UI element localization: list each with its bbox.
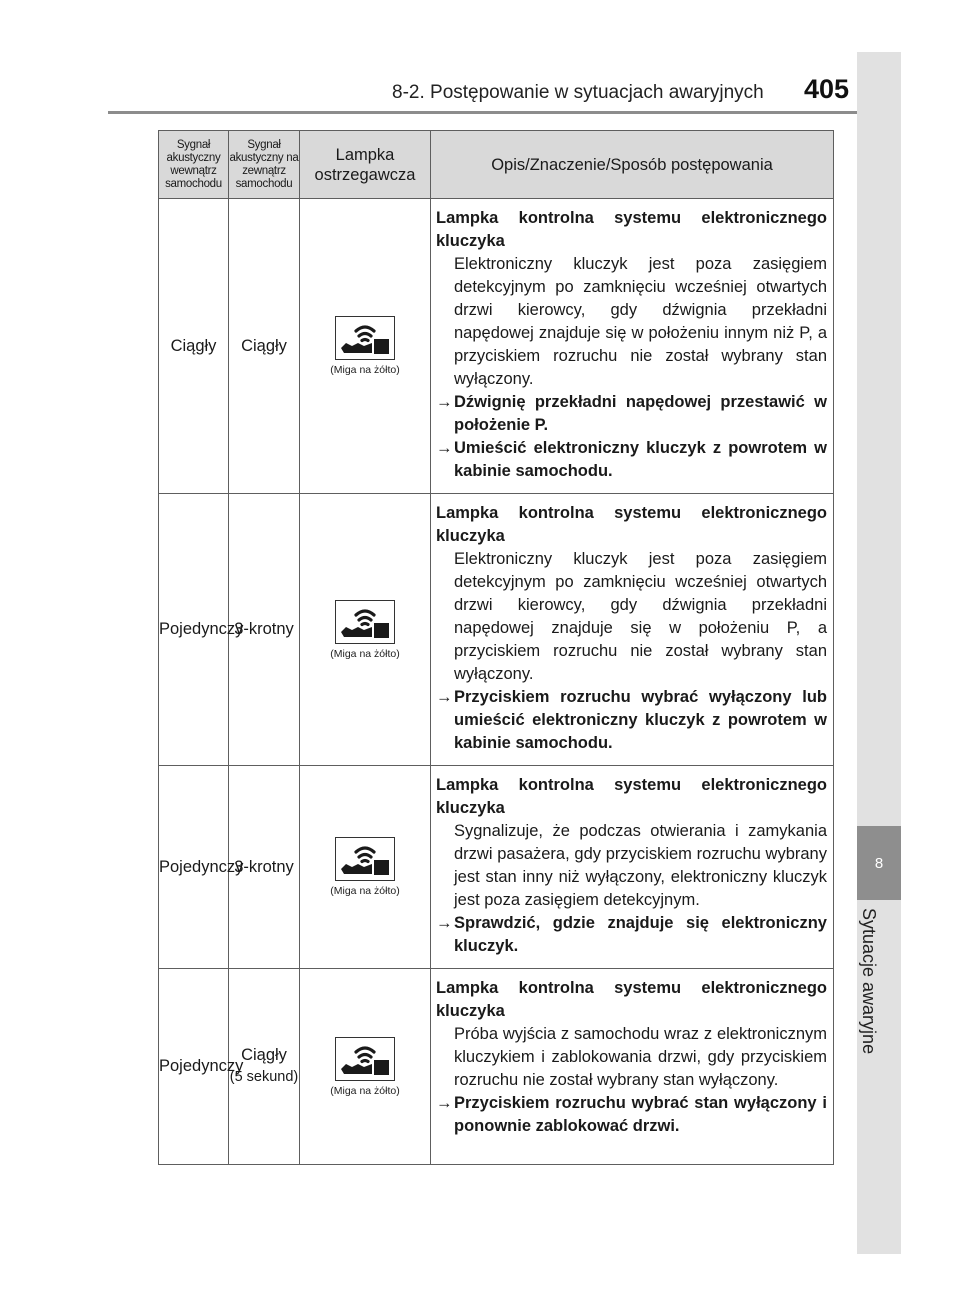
inside-buzzer-cell: Ciągły (159, 199, 229, 494)
outside-buzzer-cell (229, 199, 300, 494)
chapter-title: Sytuacje awaryjne (859, 908, 879, 1055)
section-title: 8-2. Postępowanie w sytuacjach awaryjnych (392, 82, 764, 103)
description-cell (431, 766, 834, 969)
smart-key-indicator-icon (335, 600, 395, 644)
inside-buzzer-cell: Pojedynczy (159, 494, 229, 766)
description-title: Lampka kontrolna systemu elektronicznego kluczyka (436, 776, 827, 817)
lamp-caption: (Miga na żółto) (330, 647, 400, 660)
smart-key-indicator-icon (335, 837, 395, 881)
page-number: 405 (804, 74, 850, 104)
outside-buzzer-value: Ciągły (241, 1046, 287, 1064)
action-item (436, 437, 827, 483)
action-text: Dźwignię przekładni napędowej przestawić w położenie P. (454, 393, 827, 434)
table-row (159, 969, 834, 1165)
arrow-icon: → (436, 1094, 453, 1112)
action-item (436, 391, 827, 437)
description-body: Próba wyjścia z samochodu wraz z elektronicznym kluczykiem i zablokowania drzwi, gdy przyciskiem rozruchu nie został wybrany stan wyłączony. (454, 1025, 827, 1089)
warning-light-cell (300, 494, 431, 766)
table-row (159, 199, 834, 494)
lamp-caption: (Miga na żółto) (330, 885, 400, 897)
outside-buzzer-value: Ciągły (241, 336, 287, 355)
outside-buzzer-cell (229, 494, 300, 766)
action-text: Przyciskiem rozruchu wybrać wyłączony lub umieścić elektroniczny kluczyk z powrotem w kabinie samochodu. (454, 688, 827, 752)
description-cell (431, 199, 834, 494)
outside-buzzer-note: (5 sekund) (229, 1069, 299, 1085)
outside-buzzer-value: 3-krotny (234, 857, 294, 876)
warning-light-cell (300, 969, 431, 1165)
action-text: Przyciskiem rozruchu wybrać stan wyłączony i ponownie zablokować drzwi. (454, 1094, 827, 1135)
inside-buzzer-cell: Pojedynczy (159, 766, 229, 969)
action-text: Sprawdzić, gdzie znajduje się elektroniczny kluczyk. (454, 914, 827, 955)
smart-key-indicator-icon (335, 1037, 395, 1081)
inside-buzzer-cell: Pojedynczy (159, 969, 229, 1165)
description-body: Sygnalizuje, że podczas otwierania i zamykania drzwi pasażera, gdy przyciskiem rozruchu wybrany jest stan inny niż wyłączony, elektroniczny kluczyk jest poza zasięgiem detekcyjnym. (454, 822, 827, 909)
chapter-side-tab (857, 52, 901, 1254)
arrow-icon: → (436, 688, 453, 706)
table-header-row (159, 131, 834, 199)
warning-table (158, 130, 834, 1165)
chapter-number-badge: 8 (857, 826, 901, 900)
smart-key-indicator-icon (335, 316, 395, 360)
description-cell (431, 969, 834, 1165)
header-warning-light: Lampka ostrzegawcza (300, 131, 431, 199)
header-inside-buzzer: Sygnał akustyczny wewnątrz samochodu (159, 131, 229, 199)
header-description: Opis/Znaczenie/Sposób postępowania (431, 131, 834, 199)
warning-light-cell (300, 766, 431, 969)
action-item (436, 1092, 827, 1138)
action-item (436, 912, 827, 958)
action-text: Umieścić elektroniczny kluczyk z powrotem w kabinie samochodu. (454, 439, 827, 480)
description-body: Elektroniczny kluczyk jest poza zasięgiem detekcyjnym po zamknięciu wcześniej otwartych drzwi kierowcy, gdy dźwignia przekładni napędowej znajduje się w położeniu innym niż P, a przyciskiem rozruchu nie został wybrany stan wyłączony. (454, 255, 827, 388)
description-title: Lampka kontrolna systemu elektronicznego kluczyka (436, 209, 827, 250)
arrow-icon: → (436, 439, 453, 457)
header-outside-buzzer: Sygnał akustyczny na zewnątrz samochodu (229, 131, 300, 199)
header-divider (108, 111, 901, 114)
warning-light-cell (300, 199, 431, 494)
description-body: Elektroniczny kluczyk jest poza zasięgiem detekcyjnym po zamknięciu wcześniej otwartych drzwi kierowcy, gdy dźwignia przekładni napędowej znajduje się w położeniu P, a przyciskiem rozruchu nie został wybrany stan wyłączony. (454, 550, 827, 683)
description-cell (431, 494, 834, 766)
arrow-icon: → (436, 914, 453, 932)
arrow-icon: → (436, 393, 453, 411)
table-row (159, 494, 834, 766)
description-title: Lampka kontrolna systemu elektronicznego kluczyka (436, 979, 827, 1020)
lamp-caption: (Miga na żółto) (330, 1084, 400, 1097)
outside-buzzer-cell (229, 969, 300, 1165)
action-item (436, 686, 827, 755)
table-row (159, 766, 834, 969)
description-title: Lampka kontrolna systemu elektronicznego kluczyka (436, 504, 827, 545)
lamp-caption: (Miga na żółto) (330, 364, 400, 376)
outside-buzzer-value: 3-krotny (234, 620, 294, 638)
outside-buzzer-cell (229, 766, 300, 969)
